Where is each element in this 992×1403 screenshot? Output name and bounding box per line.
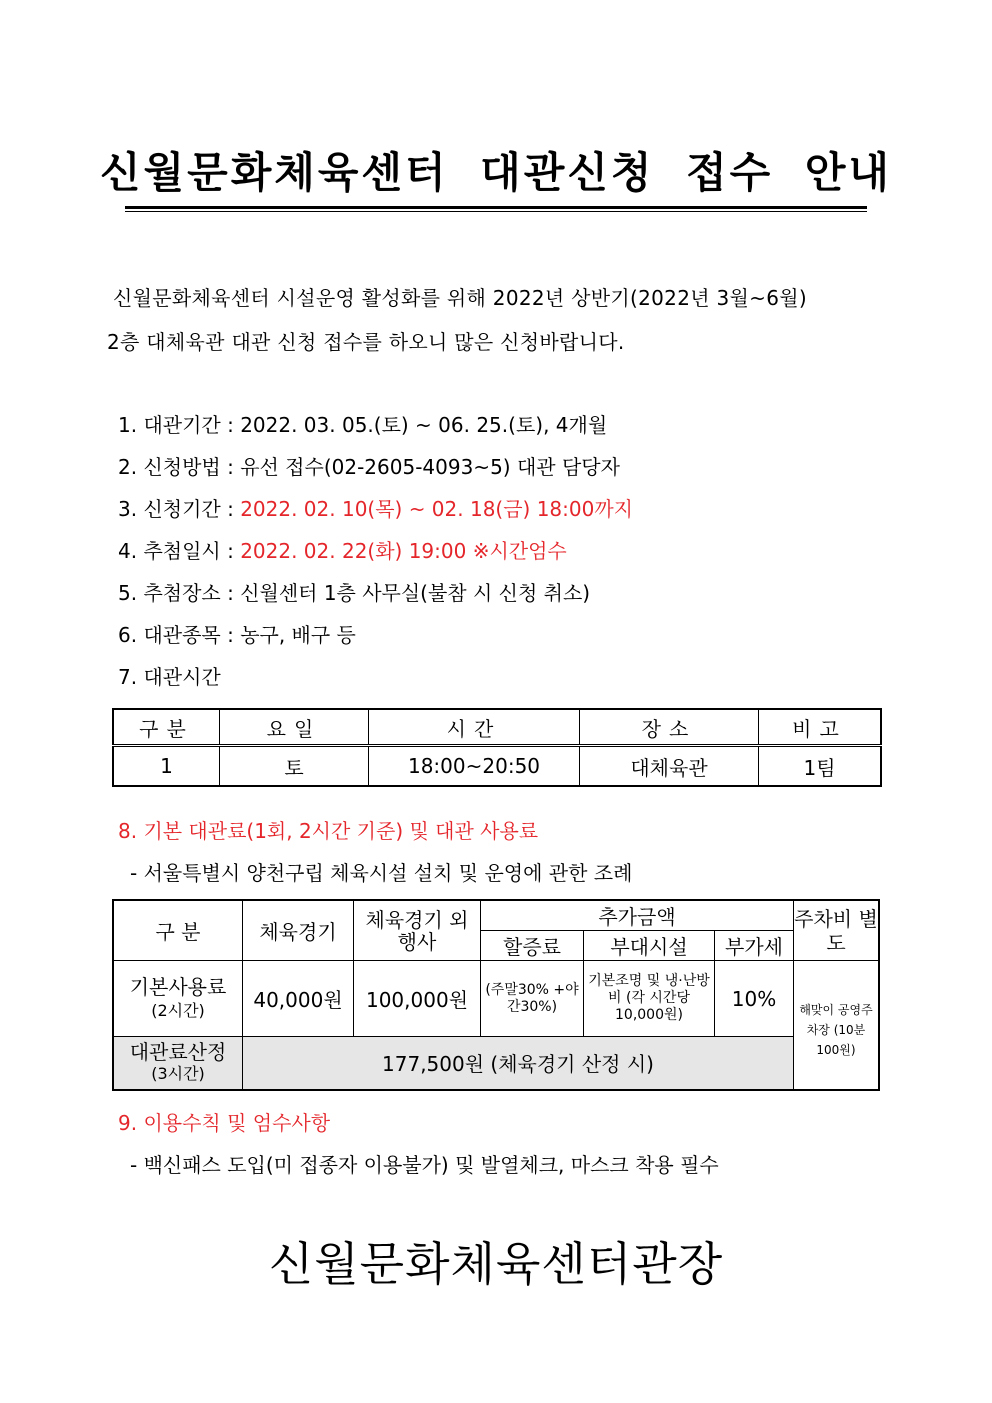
fee-row-calc [113, 1037, 879, 1090]
header-parking: 주차비 별도 [794, 900, 880, 961]
header-surcharge: 할증료 [481, 931, 584, 961]
header-cell: 장소 [580, 709, 759, 746]
item-rental-time: 7. 대관시간 [118, 665, 221, 689]
item-apply-method [118, 451, 620, 480]
signature: 신월문화체육센터관장 [268, 1237, 724, 1291]
fee-calc-value: 177,500원 (체육경기 산정 시) [243, 1037, 794, 1090]
item-sports [118, 619, 356, 648]
section-8-title: 8. 기본 대관료(1회, 2시간 기준) 및 대관 사용료 [118, 819, 539, 843]
item-value: 2022. 02. 22(화) 19:00 ※시간엄수 [240, 539, 567, 563]
table-cell: 1팀 [759, 746, 882, 787]
fee-facility: 기본조명 및 냉·난방비 (각 시간당 10,000원) [584, 961, 715, 1037]
header-cell: 비고 [759, 709, 882, 746]
item-label: 1. 대관기간 : [118, 413, 241, 437]
fee-nongame: 100,000원 [354, 961, 481, 1037]
page-title: 신월문화체육센터 대관신청 접수 안내 [99, 148, 893, 197]
item-label: 6. 대관종목 : [118, 623, 241, 647]
table-cell: 1 [113, 746, 220, 787]
item-value: 신월센터 1층 사무실(불참 시 신청 취소) [240, 581, 591, 605]
header-facility: 부대시설 [584, 931, 715, 961]
section-9-title: 9. 이용수칙 및 엄수사항 [118, 1111, 331, 1135]
table-row [113, 746, 881, 787]
row-label [113, 1037, 243, 1090]
item-value: 2022. 03. 05.(토) ~ 06. 25.(토), 4개월 [240, 413, 608, 437]
table-header-row [113, 709, 881, 746]
header-extra: 추가금액 [481, 900, 794, 931]
header-vat: 부가세 [715, 931, 794, 961]
title-underline-thin [125, 211, 867, 212]
row-label [113, 961, 243, 1037]
header-game: 체육경기 [243, 900, 354, 961]
row-label-sub: (3시간) [151, 1063, 205, 1083]
table-cell: 대체육관 [580, 746, 759, 787]
fee-row-basic [113, 961, 879, 1037]
parking-note: 해맞이 공영주차장 (10분 100원) [794, 961, 880, 1090]
header-cell: 구분 [113, 709, 220, 746]
table-cell: 18:00~20:50 [369, 746, 580, 787]
item-apply-period [118, 493, 633, 522]
section-8-note: - 서울특별시 양천구립 체육시설 설치 및 운영에 관한 조례 [130, 861, 633, 885]
item-label: 2. 신청방법 : [118, 455, 241, 479]
fee-table [112, 899, 880, 1091]
title-underline [125, 206, 867, 209]
header-category: 구 분 [113, 900, 243, 961]
row-label-main: 대관료산정 [129, 1039, 227, 1064]
item-label: 5. 추첨장소 : [118, 581, 241, 605]
item-value: 유선 접수(02-2605-4093~5) 대관 담당자 [240, 455, 620, 479]
fee-vat: 10% [715, 961, 794, 1037]
item-label: 4. 추첨일시 : [118, 539, 241, 563]
header-cell: 요일 [220, 709, 369, 746]
fee-surcharge: (주말30% +야간30%) [481, 961, 584, 1037]
intro-line-1: 신월문화체육센터 시설운영 활성화를 위해 2022년 상반기(2022년 3월~6월) [113, 286, 807, 310]
schedule-table [112, 708, 882, 787]
row-label-sub: (2시간) [151, 1000, 205, 1020]
item-value: 2022. 02. 10(목) ~ 02. 18(금) 18:00까지 [240, 497, 633, 521]
item-value: 농구, 배구 등 [240, 623, 356, 647]
item-label: 3. 신청기간 : [118, 497, 241, 521]
item-draw-place [118, 577, 590, 606]
item-rental-period [118, 409, 607, 438]
table-cell: 토 [220, 746, 369, 787]
row-label-main: 기본사용료 [129, 974, 227, 999]
item-draw-datetime [118, 535, 567, 564]
section-9-note: - 백신패스 도입(미 접종자 이용불가) 및 발열체크, 마스크 착용 필수 [130, 1153, 719, 1177]
fee-game: 40,000원 [243, 961, 354, 1037]
header-cell: 시간 [369, 709, 580, 746]
header-nongame: 체육경기 외 행사 [354, 900, 481, 961]
fee-header-row-1 [113, 900, 879, 931]
intro-line-2: 2층 대체육관 대관 신청 접수를 하오니 많은 신청바랍니다. [107, 330, 625, 354]
